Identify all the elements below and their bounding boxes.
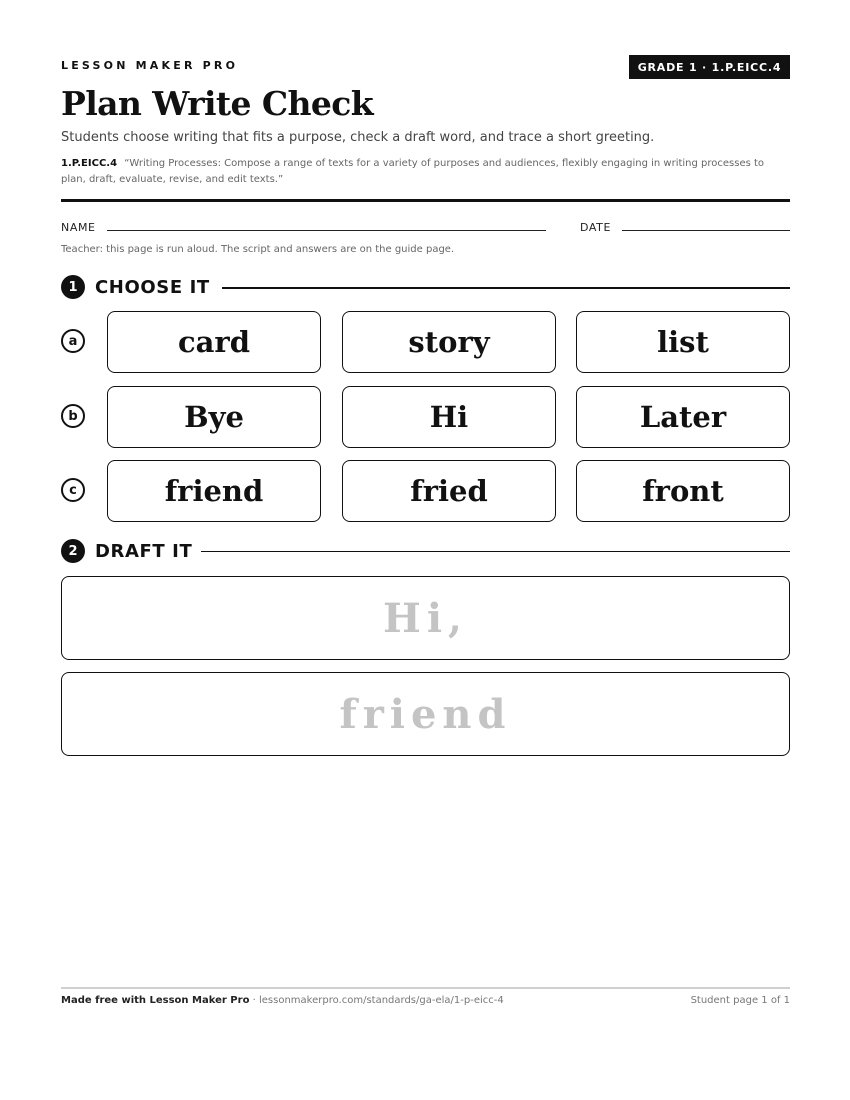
footer-url: lessonmakerpro.com/standards/ga-ela/1-p-eicc-4	[258, 995, 504, 1006]
choice-row-b	[61, 386, 790, 448]
section-title: DRAFT IT	[95, 541, 193, 562]
section-rule	[222, 287, 790, 289]
section-title: CHOOSE IT	[95, 277, 210, 298]
footer-made-with: Made free with Lesson Maker Pro	[61, 995, 250, 1006]
name-label: NAME	[61, 221, 96, 234]
grade-badge: GRADE 1 · 1.P.EICC.4	[629, 55, 790, 79]
choice-friend[interactable]: friend	[107, 460, 321, 522]
section-rule	[201, 551, 790, 552]
footer-page-number: Student page 1 of 1	[690, 995, 790, 1006]
footer-credit	[61, 995, 504, 1006]
trace-box-name[interactable]: friend	[61, 672, 790, 756]
choice-bye[interactable]: Bye	[107, 386, 321, 448]
row-letter-badge: b	[61, 404, 85, 428]
teacher-note: Teacher: this page is run aloud. The script and answers are on the guide page.	[61, 244, 455, 255]
trace-box-greeting[interactable]: Hi,	[61, 576, 790, 660]
worksheet-page	[61, 0, 790, 1100]
footer-divider	[61, 987, 790, 989]
row-letter-badge: c	[61, 478, 85, 502]
row-letter-badge: a	[61, 329, 85, 353]
footer-separator: ·	[249, 995, 259, 1006]
section-number-badge: 1	[61, 275, 85, 299]
name-field[interactable]	[107, 230, 546, 231]
choice-story[interactable]: story	[342, 311, 556, 373]
standard-code: 1.P.EICC.4	[61, 158, 118, 169]
section-number-badge: 2	[61, 539, 85, 563]
section-choose-it-header	[61, 274, 790, 300]
choice-front[interactable]: front	[576, 460, 790, 522]
choice-row-c	[61, 460, 790, 522]
date-label: DATE	[580, 221, 612, 234]
section-draft-it-header	[61, 538, 790, 564]
page-title: Plan Write Check	[61, 84, 374, 123]
header-divider	[61, 199, 790, 202]
date-field[interactable]	[622, 230, 790, 231]
choice-row-a	[61, 311, 790, 373]
standard-text: “Writing Processes: Compose a range of texts for a variety of purposes and audiences, flexibly engaging in writing processes to plan, draft, evaluate, revise, and edit texts.”	[61, 158, 765, 185]
page-subtitle: Students choose writing that fits a purpose, check a draft word, and trace a short greeting.	[61, 130, 655, 145]
choice-list[interactable]: list	[576, 311, 790, 373]
choice-fried[interactable]: fried	[342, 460, 556, 522]
brand-name: LESSON MAKER PRO	[61, 59, 239, 72]
choice-card[interactable]: card	[107, 311, 321, 373]
choice-hi[interactable]: Hi	[342, 386, 556, 448]
standard-description	[61, 156, 790, 188]
choice-later[interactable]: Later	[576, 386, 790, 448]
